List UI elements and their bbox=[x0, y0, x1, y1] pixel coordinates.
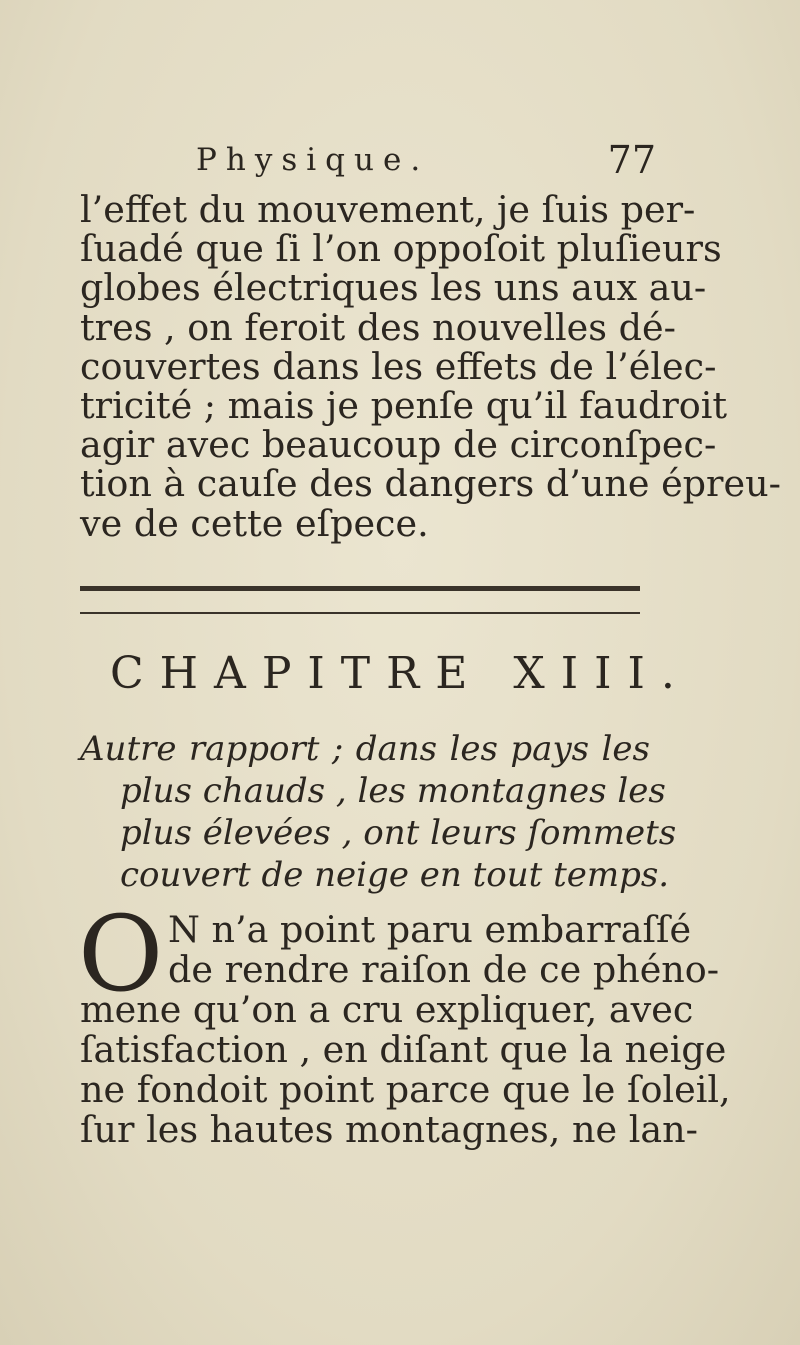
summary-line: couvert de neige en tout temps. bbox=[120, 855, 670, 895]
chapter-summary bbox=[80, 728, 677, 896]
text-line: ne fondoit point parce que le ſoleil, bbox=[80, 1068, 731, 1111]
text-line: globes électriques les uns aux au- bbox=[80, 266, 707, 310]
text-line: mene qu’on a cru expliquer, avec bbox=[80, 988, 694, 1031]
text-line: de rendre raiſon de ce phéno- bbox=[168, 948, 720, 991]
chapter-rule-thin bbox=[80, 612, 640, 614]
chapter-paragraph bbox=[78, 893, 731, 1151]
text-line: couvertes dans les effets de l’élec- bbox=[80, 344, 717, 388]
text-line: N n’a point paru embarraſſé bbox=[168, 908, 692, 951]
text-line: ſur les hautes montagnes, ne lan- bbox=[80, 1108, 698, 1151]
summary-line: plus élevées , ont leurs ſommets bbox=[120, 813, 677, 853]
chapter-rule-thick bbox=[80, 586, 640, 591]
running-head-title: Physique. bbox=[196, 142, 430, 178]
text-line: tion à cauſe des dangers d’une épreu- bbox=[80, 462, 781, 506]
text-line: agir avec beaucoup de circonſpec- bbox=[80, 423, 717, 467]
continued-paragraph bbox=[80, 188, 781, 545]
chapter-heading: CHAPITRE XIII. bbox=[110, 648, 691, 699]
page-number: 77 bbox=[607, 138, 656, 182]
summary-line: Autre rapport ; dans les pays les bbox=[80, 729, 650, 769]
text-line: ſuadé que ſi l’on oppoſoit pluſieurs bbox=[80, 227, 722, 271]
text-line: tricité ; mais je penſe qu’il faudroit bbox=[80, 384, 728, 428]
summary-line: plus chauds , les montagnes les bbox=[120, 771, 666, 811]
drop-cap: O bbox=[78, 893, 164, 1015]
running-head bbox=[196, 138, 656, 188]
text-line: ve de cette eſpece. bbox=[80, 501, 429, 545]
text-line: tres , on feroit des nouvelles dé- bbox=[80, 305, 676, 349]
text-line: ſatisfaction , en diſant que la neige bbox=[80, 1028, 727, 1071]
text-line: l’effet du mouvement, je ſuis per- bbox=[80, 188, 696, 231]
